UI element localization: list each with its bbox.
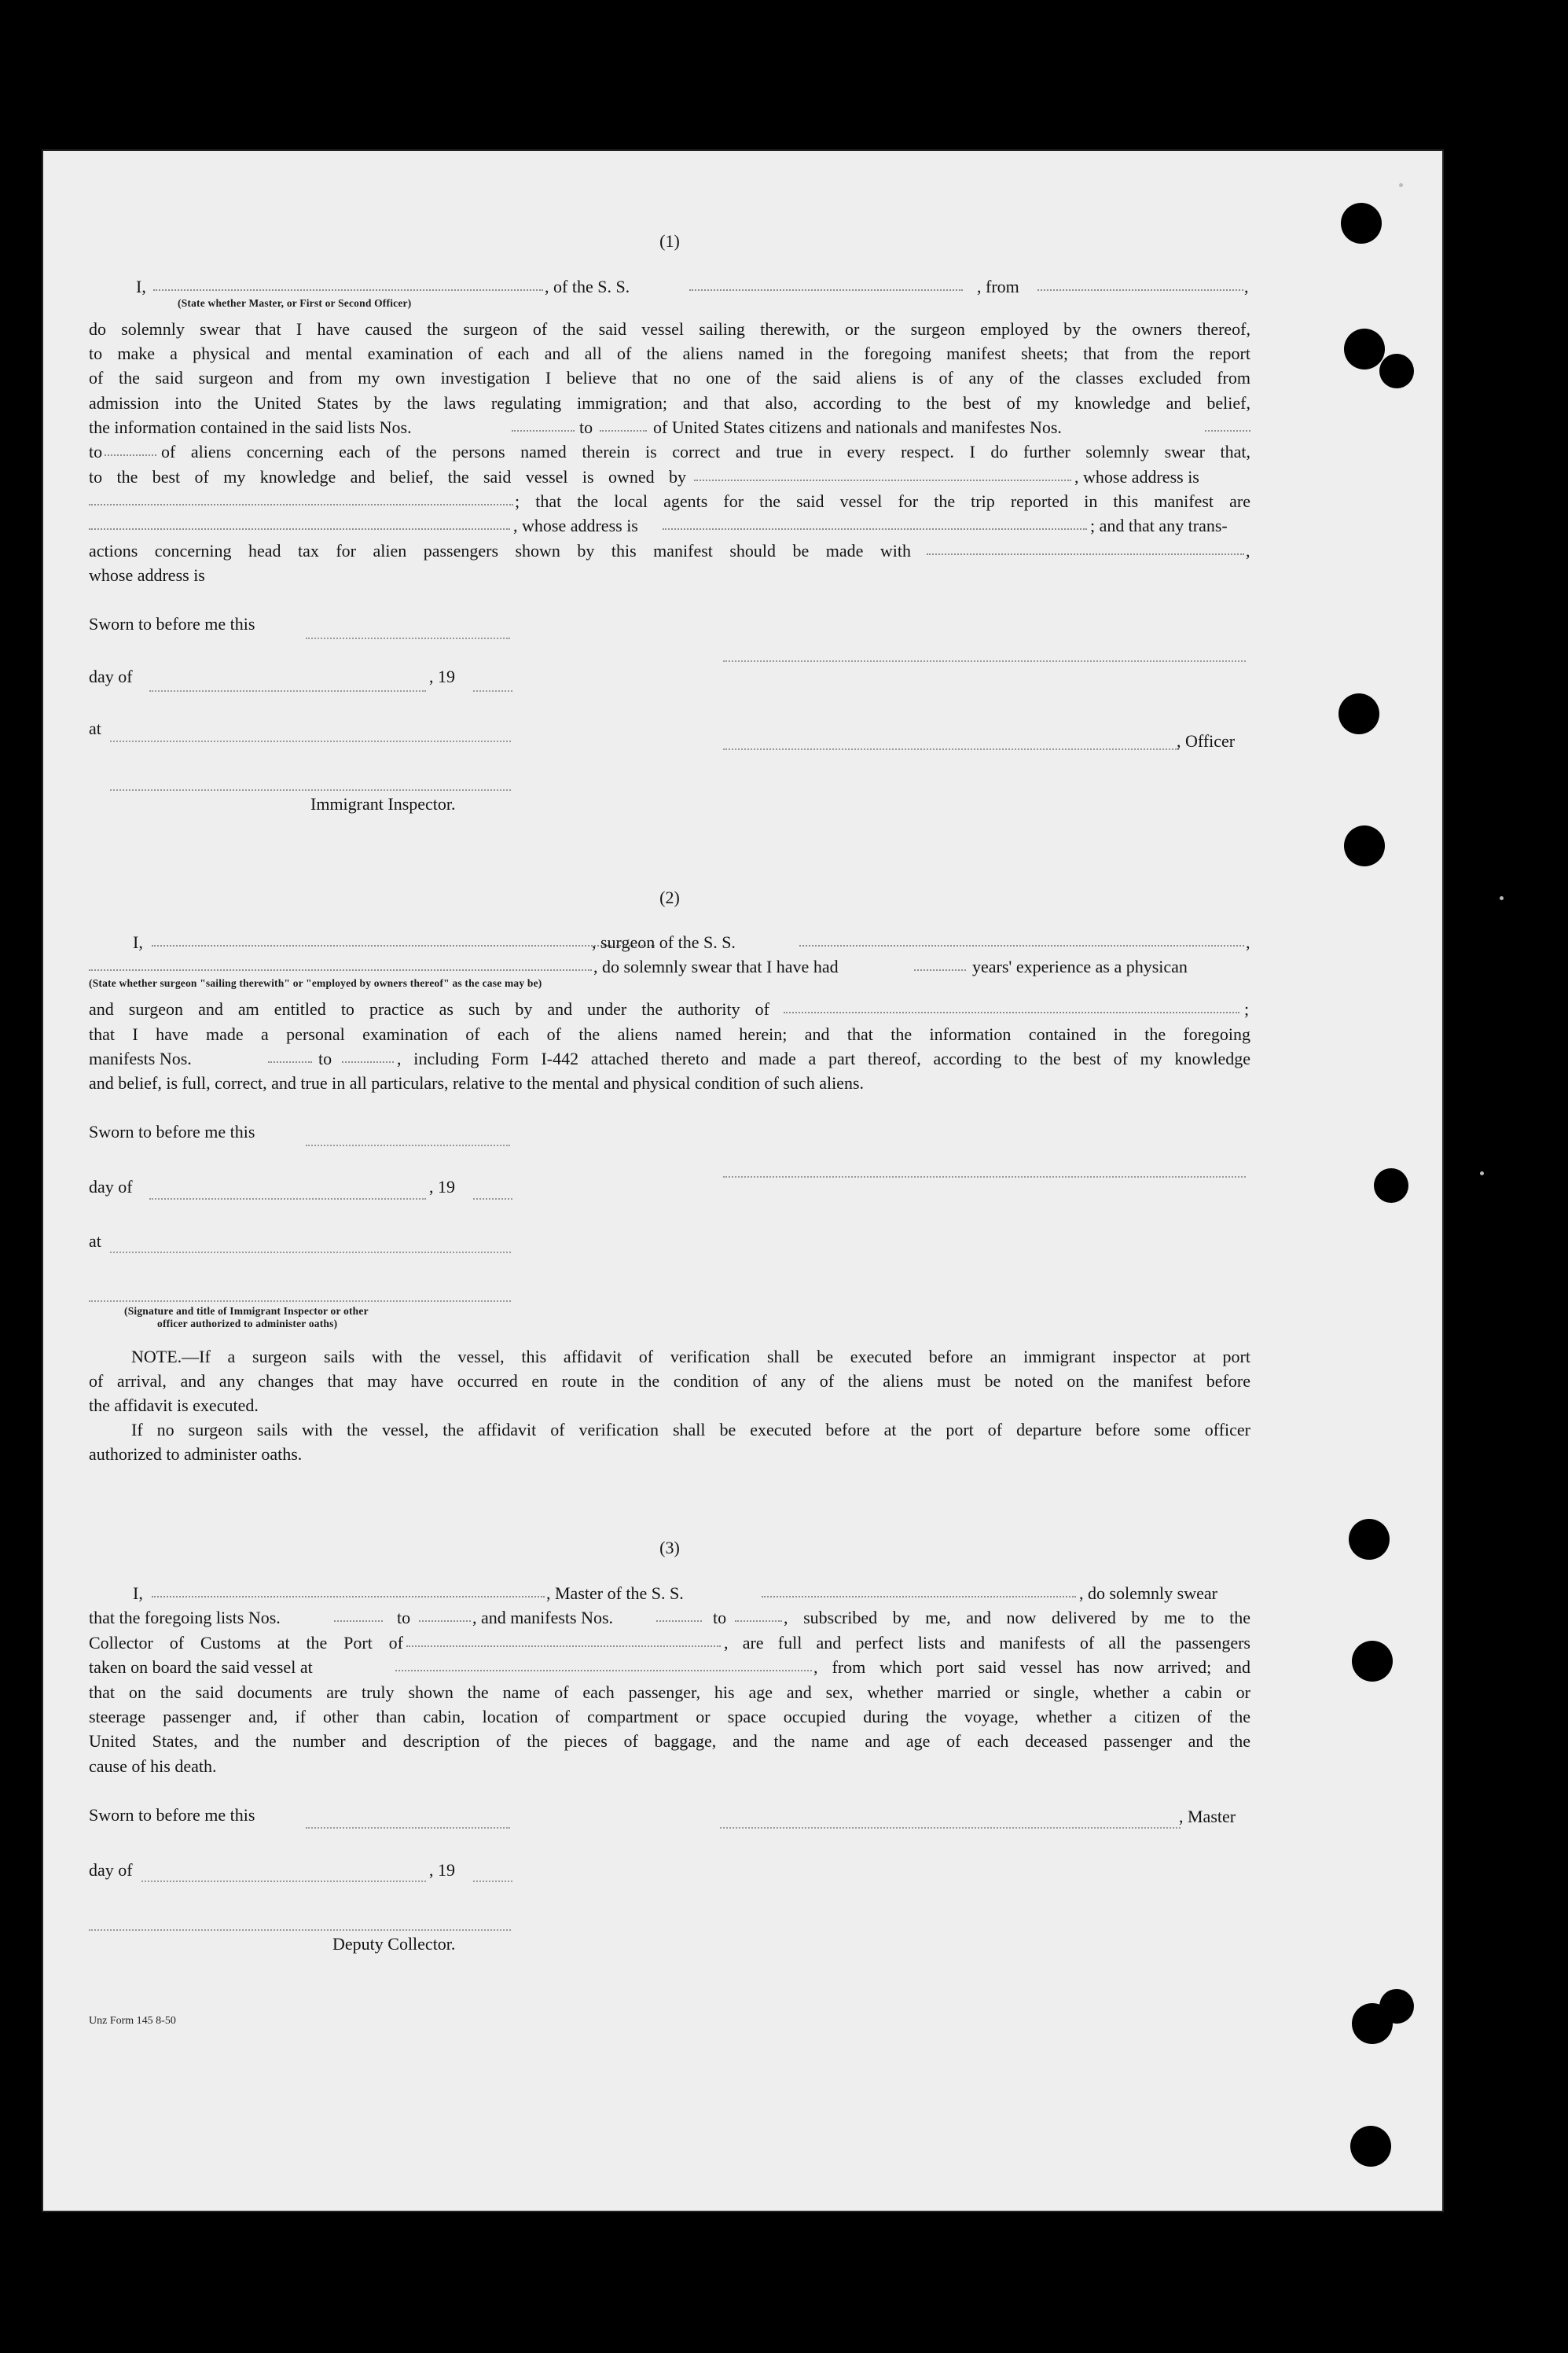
s1-trans: ; and that any trans-: [1090, 516, 1228, 535]
s3-day-blank: [141, 1881, 426, 1882]
s1-agents-address: , whose address is: [513, 516, 638, 535]
s2-form-text: , including Form I-442 attached thereto and made a part thereof, according to the best of my knowledge: [397, 1049, 1250, 1068]
s1-body-line-4: admission into the United States by the laws regulating immigration; and that also, according to the best of my knowledge and belief,: [89, 393, 1250, 413]
s2-sig-caption-1: (Signature and title of Immigrant Inspector or other: [124, 1305, 369, 1317]
s1-year-blank: [473, 690, 512, 692]
s2-swear: , do solemnly swear that I have had: [593, 957, 839, 976]
s1-line-oath-intro: [89, 274, 1250, 300]
s1-owner-address-blank: [89, 488, 513, 506]
s2-day-blank: [149, 1198, 426, 1200]
s2-authority-text: and surgeon and am entitled to practice as such by and under the authority of: [89, 999, 769, 1019]
s1-to-blank: [105, 439, 156, 456]
s1-lists-to: to: [579, 417, 593, 437]
s1-aliens-text: of aliens concerning each of the persons named therein is correct and true in every respect. I do further solemnly swear that,: [161, 442, 1250, 461]
s3-line-1: [89, 1580, 1250, 1607]
s1-port-blank: [1037, 274, 1243, 291]
s3-manifests-to-blank: [735, 1605, 782, 1622]
s1-whose: whose address is: [89, 565, 205, 585]
s2-capacity-caption: (State whether surgeon "sailing therewith" or "employed by owners thereof" as the case may be): [89, 977, 542, 989]
s2-surgeon-name-blank: [152, 929, 655, 947]
s2-manifests: manifests Nos.: [89, 1049, 192, 1068]
s2-sworn: Sworn to before me this: [89, 1122, 255, 1142]
s2-capacity-blank: [89, 954, 592, 971]
s2-line-5: [89, 1046, 1250, 1072]
s1-to: to: [89, 442, 103, 461]
s3-lists-to-blank: [419, 1605, 471, 1622]
s2-day-of: day of: [89, 1177, 133, 1197]
s2-i: I,: [133, 932, 143, 952]
s1-vessel-blank: [689, 274, 963, 291]
s3-subscribed: , subscribed by me, and now delivered by me to the: [784, 1608, 1250, 1627]
s1-body-line-2: to make a physical and mental examination of each and all of the aliens named in the foregoing manifest sheets; that from the report: [89, 344, 1250, 363]
s2-inspector-rule: [89, 1300, 511, 1302]
s3-lists-to: to: [397, 1608, 411, 1627]
s1-rank-caption: (State whether Master, or First or Second Officer): [178, 297, 412, 309]
s2-note-line-4: If no surgeon sails with the vessel, the affidavit of verification shall be executed before at the port of departure before some officer: [131, 1420, 1250, 1439]
s1-19: , 19: [429, 667, 455, 686]
s3-vessel-blank: [762, 1580, 1076, 1597]
s1-actions-comma: ,: [1246, 541, 1250, 561]
s3-body-line-2: steerage passenger and, if other than cabin, location of compartment or space occupied during the voyage, whether a citizen of the: [89, 1707, 1250, 1726]
s1-body-line-1: do solemnly swear that I have caused the surgeon of the said vessel sailing therewith, or the surgeon employed by the owners thereof,: [89, 319, 1250, 339]
s3-19: , 19: [429, 1860, 455, 1880]
s1-agents-text: ; that the local agents for the said vessel for the trip reported in this manifest are: [515, 491, 1250, 511]
s1-whose-line: [89, 562, 1250, 589]
s1-to-line: [89, 439, 1250, 465]
s3-year-blank: [473, 1881, 512, 1882]
dust-speck: [1480, 1171, 1484, 1175]
s1-inspector-rule: [110, 789, 511, 791]
s1-lists-text: the information contained in the said lists Nos.: [89, 417, 412, 437]
s1-owner-address: , whose address is: [1074, 467, 1199, 487]
s3-sworn: Sworn to before me this: [89, 1805, 255, 1825]
s2-note-line-3: the affidavit is executed.: [89, 1395, 259, 1415]
s2-semicolon: ;: [1244, 999, 1250, 1019]
s3-port-blank: [406, 1630, 721, 1647]
s2-note-line-1: NOTE.—If a surgeon sails with the vessel, this affidavit of verification shall be executed before an immigrant inspector at port: [131, 1347, 1250, 1366]
s2-line-6: and belief, is full, correct, and true in all particulars, relative to the mental and physical condition of such aliens.: [89, 1073, 865, 1093]
s1-sworn: Sworn to before me this: [89, 614, 255, 634]
s1-of-ss: , of the S. S.: [545, 277, 630, 296]
section-3-number: (3): [659, 1538, 680, 1557]
s1-owned-text: to the best of my knowledge and belief, the said vessel is owned by: [89, 467, 686, 487]
s3-line-4: [89, 1654, 1250, 1681]
s2-years-blank: [914, 954, 966, 971]
s2-line-1: [89, 929, 1250, 956]
s1-officer-rule: [723, 748, 1179, 750]
s2-signature-rule: [723, 1176, 1246, 1178]
section-1-number: (1): [659, 231, 680, 251]
form-number: Unz Form 145 8-50: [89, 2015, 176, 2027]
s1-rank-blank: [153, 274, 543, 291]
s3-master-rule: [720, 1827, 1181, 1829]
s1-comma: ,: [1244, 277, 1249, 296]
s1-agents-blank: [89, 513, 510, 530]
s1-agents-address-blank: [663, 513, 1087, 530]
section-2-number: (2): [659, 888, 680, 907]
s1-signature-rule: [723, 660, 1246, 662]
s1-agent-address-line: [89, 513, 1250, 539]
dust-speck: [1399, 183, 1403, 187]
s2-surgeon-of: , surgeon of the S. S.: [592, 932, 736, 952]
s1-lists-line: [89, 414, 1250, 441]
s3-taken: taken on board the said vessel at: [89, 1657, 313, 1677]
s3-swear: , do solemnly swear: [1079, 1583, 1217, 1603]
s2-note-line-2: of arrival, and any changes that may have occurred en route in the condition of any of the aliens must be noted on the manifest before: [89, 1371, 1250, 1391]
s3-collector: Collector of Customs at the Port of: [89, 1633, 403, 1653]
s2-manifests-from-blank: [268, 1046, 312, 1063]
s3-lists-full: , are full and perfect lists and manifests of all the passengers: [724, 1633, 1250, 1653]
s2-to: to: [318, 1049, 332, 1068]
s3-manifests-from-blank: [656, 1605, 702, 1622]
s2-note-line-5: authorized to administer oaths.: [89, 1444, 303, 1464]
s2-vessel-blank: [799, 929, 1244, 947]
s2-19: , 19: [429, 1177, 455, 1197]
s1-at: at: [89, 719, 101, 738]
s2-line-2: [89, 954, 1250, 980]
s3-master: , Master: [1179, 1807, 1236, 1826]
s3-body-line-1: that on the said documents are truly shown the name of each passenger, his age and sex, whether married or single, whether a cabin or: [89, 1682, 1250, 1702]
s3-master-of: , Master of the S. S.: [546, 1583, 684, 1603]
s1-lists-citizens: of United States citizens and nationals and manifestes Nos.: [653, 417, 1062, 437]
s1-manifests-blank: [1205, 414, 1250, 432]
s1-inspector: Immigrant Inspector.: [310, 794, 456, 814]
s3-arrived: , from which port said vessel has now arrived; and: [813, 1657, 1250, 1677]
s1-lists-to-blank: [600, 414, 647, 432]
s1-at-blank: [110, 741, 511, 742]
s2-line-3: [89, 996, 1250, 1023]
s1-day-blank: [149, 690, 426, 692]
s1-actions-text: actions concerning head tax for alien passengers shown by this manifest should be made with: [89, 541, 911, 561]
s1-i: I,: [136, 277, 146, 296]
s3-master-name-blank: [152, 1580, 545, 1597]
s1-from: , from: [977, 277, 1019, 296]
s3-departure-blank: [395, 1654, 812, 1671]
s2-sworn-blank: [306, 1145, 510, 1146]
s3-collector-rule: [89, 1929, 511, 1931]
s1-owned-line: [89, 464, 1250, 491]
s2-at-blank: [110, 1252, 511, 1253]
s1-headtax-blank: [927, 538, 1244, 555]
s3-i: I,: [133, 1583, 143, 1603]
s2-comma: ,: [1246, 932, 1250, 952]
s3-lists-from-blank: [334, 1605, 383, 1622]
s1-sworn-blank: [306, 638, 510, 639]
s2-year-blank: [473, 1198, 512, 1200]
s1-lists-from-blank: [512, 414, 575, 432]
s3-sworn-blank: [306, 1827, 510, 1829]
s3-manifests: , and manifests Nos.: [472, 1608, 614, 1627]
s3-deputy: Deputy Collector.: [332, 1934, 456, 1954]
s2-sig-caption-2: officer authorized to administer oaths): [157, 1318, 338, 1329]
s1-actions-line: [89, 538, 1250, 564]
s2-authority-blank: [784, 996, 1239, 1013]
dust-speck: [1500, 896, 1504, 900]
s2-manifests-to-blank: [342, 1046, 394, 1063]
s3-lists-text: that the foregoing lists Nos.: [89, 1608, 281, 1627]
s3-line-2: [89, 1605, 1250, 1631]
s2-line-4: that I have made a personal examination of each of the aliens named herein; and that the information contained in the foregoing: [89, 1024, 1250, 1044]
s1-body-line-3: of the said surgeon and from my own investigation I believe that no one of the said aliens is of any of the classes excluded from: [89, 368, 1250, 388]
s1-agents-line: [89, 488, 1250, 515]
s2-at: at: [89, 1231, 101, 1251]
s3-body-line-4: cause of his death.: [89, 1756, 217, 1776]
s1-officer: , Officer: [1177, 731, 1236, 751]
s3-manifests-to: to: [713, 1608, 727, 1627]
s1-day-of: day of: [89, 667, 133, 686]
s1-owner-blank: [694, 464, 1071, 481]
s3-line-3: [89, 1630, 1250, 1656]
s3-day-of: day of: [89, 1860, 133, 1880]
s2-experience: years' experience as a physican: [972, 957, 1188, 976]
s3-body-line-3: United States, and the number and description of the pieces of baggage, and the name and age of each deceased passenger and the: [89, 1731, 1250, 1751]
